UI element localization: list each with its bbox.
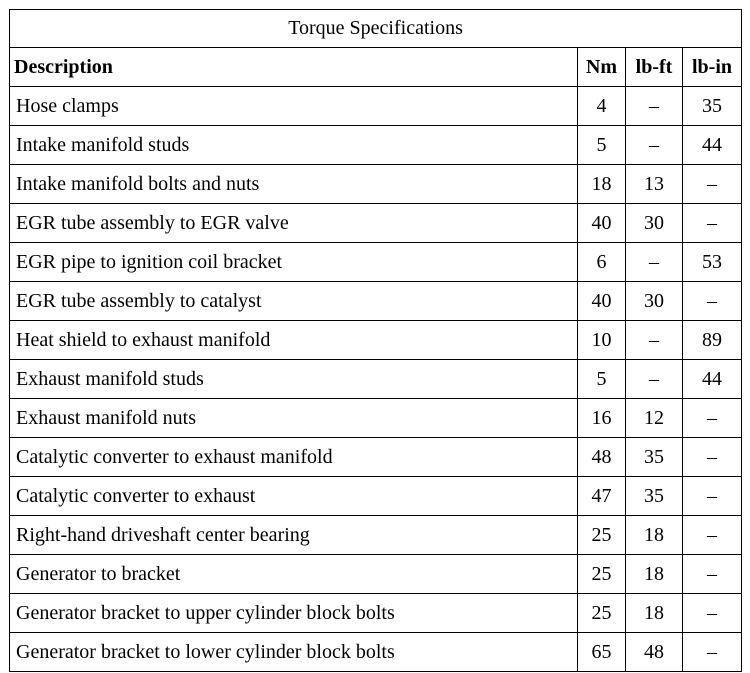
cell-lb-ft: 12 — [626, 399, 683, 438]
cell-lb-in: – — [683, 282, 742, 321]
header-nm: Nm — [578, 48, 626, 87]
torque-specifications-table — [9, 9, 742, 672]
cell-nm: 5 — [578, 360, 626, 399]
cell-lb-in: 44 — [683, 360, 742, 399]
cell-nm: 5 — [578, 126, 626, 165]
cell-lb-in: 53 — [683, 243, 742, 282]
title-row — [10, 10, 742, 48]
cell-nm: 40 — [578, 204, 626, 243]
table-row — [10, 282, 742, 321]
table-row — [10, 594, 742, 633]
cell-description: Catalytic converter to exhaust — [10, 477, 578, 516]
table-row — [10, 633, 742, 672]
cell-nm: 6 — [578, 243, 626, 282]
header-lb-ft: lb-ft — [626, 48, 683, 87]
cell-nm: 4 — [578, 87, 626, 126]
table-row — [10, 204, 742, 243]
cell-nm: 10 — [578, 321, 626, 360]
cell-nm: 25 — [578, 555, 626, 594]
table-row — [10, 321, 742, 360]
cell-lb-in: – — [683, 477, 742, 516]
cell-lb-in: 44 — [683, 126, 742, 165]
cell-description: Intake manifold studs — [10, 126, 578, 165]
cell-lb-ft: 30 — [626, 282, 683, 321]
table-row — [10, 399, 742, 438]
table-row — [10, 360, 742, 399]
cell-description: Generator bracket to upper cylinder block bolts — [10, 594, 578, 633]
cell-nm: 25 — [578, 516, 626, 555]
cell-description: Catalytic converter to exhaust manifold — [10, 438, 578, 477]
cell-nm: 40 — [578, 282, 626, 321]
cell-description: EGR pipe to ignition coil bracket — [10, 243, 578, 282]
header-description: Description — [10, 48, 578, 87]
cell-lb-in: – — [683, 438, 742, 477]
cell-lb-in: – — [683, 633, 742, 672]
cell-lb-in: – — [683, 165, 742, 204]
cell-lb-ft: – — [626, 321, 683, 360]
cell-lb-in: – — [683, 555, 742, 594]
cell-nm: 25 — [578, 594, 626, 633]
cell-lb-ft: – — [626, 243, 683, 282]
cell-nm: 47 — [578, 477, 626, 516]
cell-nm: 48 — [578, 438, 626, 477]
cell-lb-ft: – — [626, 360, 683, 399]
cell-description: Generator bracket to lower cylinder block bolts — [10, 633, 578, 672]
cell-lb-ft: 18 — [626, 555, 683, 594]
cell-lb-ft: 48 — [626, 633, 683, 672]
cell-lb-in: – — [683, 399, 742, 438]
cell-description: EGR tube assembly to catalyst — [10, 282, 578, 321]
cell-lb-ft: 18 — [626, 594, 683, 633]
table-row — [10, 243, 742, 282]
header-lb-in: lb-in — [683, 48, 742, 87]
cell-nm: 65 — [578, 633, 626, 672]
cell-lb-ft: 35 — [626, 438, 683, 477]
cell-lb-ft: 30 — [626, 204, 683, 243]
cell-nm: 18 — [578, 165, 626, 204]
table-row — [10, 516, 742, 555]
table-row — [10, 87, 742, 126]
table-title: Torque Specifications — [10, 10, 742, 48]
cell-nm: 16 — [578, 399, 626, 438]
cell-lb-ft: – — [626, 87, 683, 126]
cell-lb-in: – — [683, 516, 742, 555]
cell-description: Exhaust manifold studs — [10, 360, 578, 399]
table-row — [10, 477, 742, 516]
header-row — [10, 48, 742, 87]
cell-lb-ft: 18 — [626, 516, 683, 555]
cell-lb-ft: 35 — [626, 477, 683, 516]
cell-description: Intake manifold bolts and nuts — [10, 165, 578, 204]
table-row — [10, 165, 742, 204]
cell-description: Generator to bracket — [10, 555, 578, 594]
cell-description: Hose clamps — [10, 87, 578, 126]
cell-description: Right-hand driveshaft center bearing — [10, 516, 578, 555]
cell-lb-ft: 13 — [626, 165, 683, 204]
cell-lb-ft: – — [626, 126, 683, 165]
cell-lb-in: – — [683, 204, 742, 243]
cell-description: Exhaust manifold nuts — [10, 399, 578, 438]
table-row — [10, 126, 742, 165]
cell-description: Heat shield to exhaust manifold — [10, 321, 578, 360]
table-row — [10, 555, 742, 594]
cell-lb-in: – — [683, 594, 742, 633]
cell-lb-in: 89 — [683, 321, 742, 360]
table-row — [10, 438, 742, 477]
cell-description: EGR tube assembly to EGR valve — [10, 204, 578, 243]
cell-lb-in: 35 — [683, 87, 742, 126]
